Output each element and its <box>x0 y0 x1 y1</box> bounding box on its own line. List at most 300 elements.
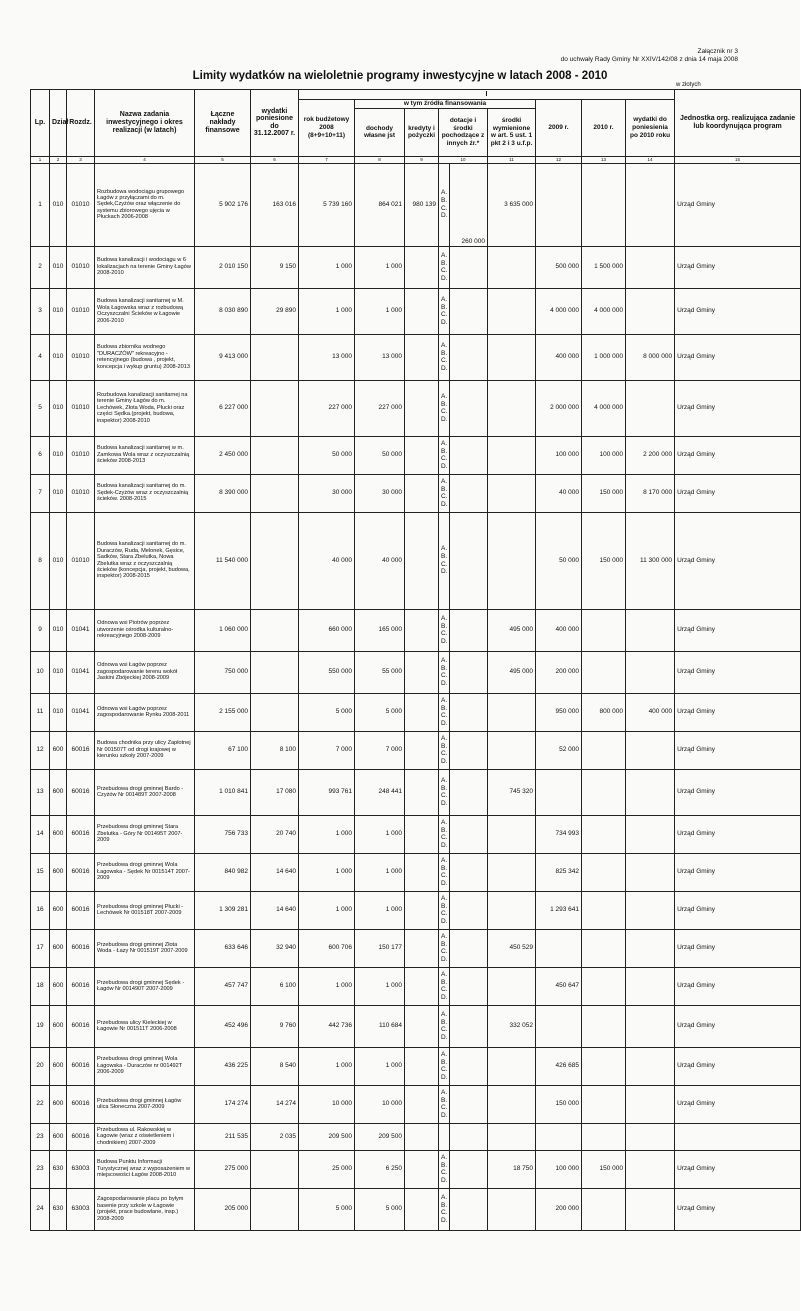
row-dzial: 600 <box>50 967 67 1005</box>
row-2010 <box>582 651 626 693</box>
limits-table-body <box>31 163 801 1230</box>
row-rozdz: 63003 <box>67 1150 95 1188</box>
col-rozdz: Rozdz. <box>67 90 95 157</box>
row-dotacje <box>450 1123 488 1150</box>
row-jednostka: Urząd Gminy <box>675 1047 801 1085</box>
page-title: Limity wydatków na wieloletnie programy inwestycyjne w latach 2008 - 2010 <box>192 70 608 82</box>
row-abcd-markers <box>439 929 450 967</box>
limits-table-wrapper <box>30 89 800 1231</box>
row-naklady: 211 535 <box>195 1123 251 1150</box>
abcd-marker: B. <box>441 1096 448 1104</box>
abcd-marker: A. <box>441 1050 448 1058</box>
row-rozdz: 01041 <box>67 609 95 651</box>
abcd-marker: B. <box>441 1018 448 1026</box>
row-wydatki-2007: 32 940 <box>251 929 299 967</box>
abcd-marker: D. <box>441 757 448 765</box>
row-naklady: 2 155 000 <box>195 693 251 731</box>
col-srodki: środki wymienione w art. 5 ust. 1 pkt 2 i 3 u.f.p. <box>488 108 536 156</box>
row-2010 <box>582 1188 626 1230</box>
row-rok-2008: 1 000 <box>299 1047 355 1085</box>
row-po-2010 <box>626 1047 675 1085</box>
row-rok-2008: 13 000 <box>299 334 355 380</box>
abcd-marker: A. <box>441 932 448 940</box>
row-nazwa: Przebudowa drogi gminnej Stara Zbelutka - Góry Nr 001495T 2007-2009 <box>95 815 195 853</box>
row-jednostka: Urząd Gminy <box>675 929 801 967</box>
row-srodki <box>488 1123 536 1150</box>
row-dochody: 248 441 <box>355 769 405 815</box>
row-rok-2008: 660 000 <box>299 609 355 651</box>
row-rozdz: 01010 <box>67 246 95 288</box>
row-jednostka: Urząd Gminy <box>675 891 801 929</box>
row-2009: 1 293 641 <box>536 891 582 929</box>
row-dzial: 600 <box>50 853 67 891</box>
row-2010 <box>582 967 626 1005</box>
row-2009: 825 342 <box>536 853 582 891</box>
row-srodki <box>488 1047 536 1085</box>
abcd-marker: D. <box>441 462 448 470</box>
row-srodki <box>488 891 536 929</box>
row-po-2010 <box>626 1085 675 1123</box>
row-naklady: 67 100 <box>195 731 251 769</box>
row-lp: 3 <box>31 288 50 334</box>
table-row <box>31 1123 801 1150</box>
abcd-marker: A. <box>441 776 448 784</box>
colnum: 13 <box>582 156 626 163</box>
row-kredyty <box>405 651 439 693</box>
row-rozdz: 01041 <box>67 651 95 693</box>
abcd-marker: B. <box>441 553 448 560</box>
row-jednostka: Urząd Gminy <box>675 1188 801 1230</box>
row-2009 <box>536 929 582 967</box>
row-dotacje <box>450 693 488 731</box>
row-dotacje <box>450 651 488 693</box>
row-2009: 450 647 <box>536 967 582 1005</box>
row-srodki <box>488 512 536 609</box>
row-rok-2008: 209 500 <box>299 1123 355 1150</box>
row-dzial: 010 <box>50 436 67 474</box>
table-row <box>31 967 801 1005</box>
row-nazwa: Odnowa wsi Piotrów poprzez utworzenie ośrodka kulturalno-rekreacyjnego 2008-2009 <box>95 609 195 651</box>
row-abcd-markers <box>439 474 450 512</box>
col-2010: 2010 r. <box>582 100 626 157</box>
row-dzial: 630 <box>50 1150 67 1188</box>
col-wydatki-2007: wydatki poniesione do 31.12.2007 r. <box>251 90 299 157</box>
row-dochody: 50 000 <box>355 436 405 474</box>
abcd-marker: A. <box>441 734 448 742</box>
row-abcd-markers <box>439 246 450 288</box>
row-2009 <box>536 163 582 246</box>
row-rozdz: 60016 <box>67 769 95 815</box>
row-lp: 13 <box>31 769 50 815</box>
row-2010: 150 000 <box>582 474 626 512</box>
row-nazwa: Budowa kanalizacji sanitarnej do m. Duraczów, Ruda, Melonek, Gęsice, Sadków, Stara Zbelutka, Nowa Zbelutka wraz z oczyszczalnią ścieków (koncepcja, projekt, budowa, inspektor) 2008-2015 <box>95 512 195 609</box>
row-po-2010 <box>626 731 675 769</box>
row-2010 <box>582 609 626 651</box>
row-lp: 16 <box>31 891 50 929</box>
table-row <box>31 512 801 609</box>
abcd-marker: A. <box>441 295 448 303</box>
row-jednostka: Urząd Gminy <box>675 769 801 815</box>
row-lp: 20 <box>31 1047 50 1085</box>
row-kredyty <box>405 853 439 891</box>
row-srodki: 495 000 <box>488 651 536 693</box>
abcd-marker: B. <box>441 197 448 204</box>
row-dochody: 55 000 <box>355 651 405 693</box>
row-2009 <box>536 1123 582 1150</box>
row-dotacje <box>450 436 488 474</box>
row-jednostka: Urząd Gminy <box>675 609 801 651</box>
row-wydatki-2007 <box>251 436 299 474</box>
row-jednostka: Urząd Gminy <box>675 693 801 731</box>
row-abcd-markers <box>439 1047 450 1085</box>
row-dochody: 1 000 <box>355 246 405 288</box>
row-wydatki-2007: 14 640 <box>251 891 299 929</box>
row-rozdz: 01010 <box>67 474 95 512</box>
row-srodki <box>488 1188 536 1230</box>
row-jednostka: Urząd Gminy <box>675 288 801 334</box>
abcd-marker: D. <box>441 1176 448 1184</box>
row-lp: 14 <box>31 815 50 853</box>
abcd-marker: B. <box>441 349 448 357</box>
row-dotacje <box>450 512 488 609</box>
row-kredyty <box>405 474 439 512</box>
row-nazwa: Zagospodarowanie placu po byłym basenie przy szkole w Łagowie (projekt, prace budowlane, insp.) 2008-2009 <box>95 1188 195 1230</box>
row-dochody: 110 684 <box>355 1005 405 1047</box>
row-wydatki-2007: 29 890 <box>251 288 299 334</box>
row-dotacje <box>450 474 488 512</box>
row-abcd-markers <box>439 891 450 929</box>
row-jednostka: Urząd Gminy <box>675 163 801 246</box>
row-kredyty <box>405 380 439 436</box>
row-dzial: 600 <box>50 769 67 815</box>
row-jednostka: Urząd Gminy <box>675 380 801 436</box>
row-rozdz: 60016 <box>67 731 95 769</box>
row-rok-2008: 50 000 <box>299 436 355 474</box>
abcd-marker: A. <box>441 1193 448 1201</box>
row-2009: 200 000 <box>536 651 582 693</box>
row-kredyty <box>405 731 439 769</box>
abcd-marker: B. <box>441 978 448 986</box>
row-2009: 100 000 <box>536 436 582 474</box>
row-2009 <box>536 1005 582 1047</box>
colnum: 12 <box>536 156 582 163</box>
table-row <box>31 929 801 967</box>
row-2010: 4 000 000 <box>582 380 626 436</box>
row-dochody: 209 500 <box>355 1123 405 1150</box>
col-dochody: dochody własne jst <box>355 108 405 156</box>
row-kredyty <box>405 334 439 380</box>
row-nazwa: Rozbudowa wodociągu grupowego Łagów z przyłączami do m. Sędek,Czyżów oraz włączenie do systemu zbiorowego ujęcia w Płuckach 2006-2008 <box>95 163 195 246</box>
table-row <box>31 380 801 436</box>
row-jednostka: Urząd Gminy <box>675 731 801 769</box>
row-dotacje <box>450 967 488 1005</box>
row-po-2010 <box>626 769 675 815</box>
abcd-marker: B. <box>441 664 448 672</box>
colnum: 14 <box>626 156 675 163</box>
row-2009: 2 000 000 <box>536 380 582 436</box>
row-po-2010 <box>626 609 675 651</box>
abcd-marker: A. <box>441 856 448 864</box>
abcd-marker: D. <box>441 318 448 326</box>
row-lp: 6 <box>31 436 50 474</box>
row-po-2010: 11 300 000 <box>626 512 675 609</box>
row-2010: 100 000 <box>582 436 626 474</box>
column-number-row <box>31 156 801 163</box>
row-kredyty <box>405 1005 439 1047</box>
row-dotacje <box>450 929 488 967</box>
row-dochody: 40 000 <box>355 512 405 609</box>
row-dotacje <box>450 609 488 651</box>
abcd-marker: C. <box>441 560 448 568</box>
row-naklady: 6 227 000 <box>195 380 251 436</box>
row-nazwa: Przebudowa drogi gminnej Łagów ulica Słoneczna 2007-2009 <box>95 1085 195 1123</box>
row-rozdz: 60016 <box>67 815 95 853</box>
abcd-marker: B. <box>441 400 448 408</box>
row-wydatki-2007 <box>251 512 299 609</box>
row-rok-2008: 7 000 <box>299 731 355 769</box>
row-2009: 4 000 000 <box>536 288 582 334</box>
abcd-marker: C. <box>441 311 448 319</box>
row-2009: 40 000 <box>536 474 582 512</box>
row-abcd-markers <box>439 436 450 474</box>
row-nazwa: Budowa chodnika przy ulicy Zapłotnej Nr 001507T od drogi krajowej w kierunku szkoły 2007-2009 <box>95 731 195 769</box>
row-lp: 1 <box>31 163 50 246</box>
table-row <box>31 693 801 731</box>
row-lp: 10 <box>31 651 50 693</box>
row-wydatki-2007: 8 540 <box>251 1047 299 1085</box>
row-jednostka: Urząd Gminy <box>675 436 801 474</box>
row-jednostka: Urząd Gminy <box>675 651 801 693</box>
row-rozdz: 60016 <box>67 1085 95 1123</box>
row-nazwa: Rozbudowa kanalizacji sanitarnej na terenie Gminy Łagów do m. Lechówek, Złota Woda, Płucki oraz części Sędka.(projekt, budowa, inspektor) 2008-2010 <box>95 380 195 436</box>
table-row <box>31 651 801 693</box>
colnum: 8 <box>355 156 405 163</box>
row-dochody: 150 177 <box>355 929 405 967</box>
row-lp: 15 <box>31 853 50 891</box>
row-dotacje <box>450 380 488 436</box>
row-nazwa: Odnowa wsi Łagów poprzez zagospodarowanie terenu wokół Jaskini Zbójeckiej 2008-2009 <box>95 651 195 693</box>
abcd-marker: B. <box>441 1058 448 1066</box>
table-row <box>31 334 801 380</box>
row-nazwa: Odnowa wsi Łagów poprzez zagospodarowanie Rynku 2008-2011 <box>95 693 195 731</box>
abcd-marker: C. <box>441 357 448 365</box>
row-dochody: 1 000 <box>355 967 405 1005</box>
row-dochody: 864 021 <box>355 163 405 246</box>
row-srodki <box>488 815 536 853</box>
row-nazwa: Budowa kanalizacji sanitarnej do m. Sędek-Czyżów wraz z oczyszczalnią ścieków. 2008-2015 <box>95 474 195 512</box>
row-kredyty <box>405 967 439 1005</box>
row-rozdz: 60016 <box>67 929 95 967</box>
row-rozdz: 60016 <box>67 1047 95 1085</box>
abcd-marker: D. <box>441 1111 448 1119</box>
abcd-marker: D. <box>441 500 448 508</box>
row-lp: 24 <box>31 1188 50 1230</box>
row-rok-2008: 40 000 <box>299 512 355 609</box>
row-srodki <box>488 474 536 512</box>
row-kredyty <box>405 1047 439 1085</box>
row-rozdz: 60016 <box>67 853 95 891</box>
row-naklady: 174 274 <box>195 1085 251 1123</box>
row-2009: 500 000 <box>536 246 582 288</box>
row-srodki <box>488 288 536 334</box>
row-dotacje <box>450 769 488 815</box>
row-srodki: 745 320 <box>488 769 536 815</box>
row-rozdz: 60016 <box>67 967 95 1005</box>
row-dzial: 010 <box>50 163 67 246</box>
row-rok-2008: 25 000 <box>299 1150 355 1188</box>
row-po-2010 <box>626 651 675 693</box>
col-2009: 2009 r. <box>536 100 582 157</box>
row-kredyty <box>405 512 439 609</box>
abcd-marker: D. <box>441 1216 448 1224</box>
row-srodki <box>488 436 536 474</box>
row-srodki <box>488 334 536 380</box>
abcd-marker: C. <box>441 267 448 275</box>
row-abcd-markers <box>439 731 450 769</box>
row-2009: 50 000 <box>536 512 582 609</box>
row-kredyty <box>405 436 439 474</box>
row-po-2010 <box>626 246 675 288</box>
row-abcd-markers <box>439 609 450 651</box>
row-2009: 400 000 <box>536 609 582 651</box>
row-rozdz: 01010 <box>67 163 95 246</box>
row-dotacje <box>450 1005 488 1047</box>
row-rok-2008: 5 739 160 <box>299 163 355 246</box>
abcd-marker: C. <box>441 1066 448 1074</box>
row-naklady: 750 000 <box>195 651 251 693</box>
row-dzial: 010 <box>50 334 67 380</box>
row-dochody: 165 000 <box>355 609 405 651</box>
row-rok-2008: 550 000 <box>299 651 355 693</box>
abcd-marker: A. <box>441 656 448 664</box>
row-rok-2008: 600 706 <box>299 929 355 967</box>
row-lp: 18 <box>31 967 50 1005</box>
colnum: 10 <box>439 156 488 163</box>
row-wydatki-2007: 163 016 <box>251 163 299 246</box>
row-po-2010: 2 200 000 <box>626 436 675 474</box>
row-2009: 52 000 <box>536 731 582 769</box>
row-po-2010 <box>626 1005 675 1047</box>
abcd-marker: D. <box>441 637 448 645</box>
row-abcd-markers <box>439 1150 450 1188</box>
row-dotacje <box>450 288 488 334</box>
table-row <box>31 288 801 334</box>
row-abcd-markers <box>439 853 450 891</box>
row-lp: 9 <box>31 609 50 651</box>
colnum: 1 <box>31 156 50 163</box>
row-naklady: 11 540 000 <box>195 512 251 609</box>
row-srodki: 3 635 000 <box>488 163 536 246</box>
abcd-marker: D. <box>441 679 448 687</box>
row-nazwa: Przebudowa drogi gminnej Sędek - Łagów Nr 001490T 2007-2009 <box>95 967 195 1005</box>
abcd-marker: C. <box>441 1104 448 1112</box>
abcd-marker: A. <box>441 818 448 826</box>
row-wydatki-2007 <box>251 334 299 380</box>
row-rok-2008: 1 000 <box>299 288 355 334</box>
row-dotacje <box>450 815 488 853</box>
row-kredyty <box>405 693 439 731</box>
row-abcd-markers <box>439 967 450 1005</box>
row-dochody: 30 000 <box>355 474 405 512</box>
abcd-marker: C. <box>441 204 448 212</box>
row-dotacje <box>450 1188 488 1230</box>
row-dotacje <box>450 163 488 246</box>
row-naklady: 436 225 <box>195 1047 251 1085</box>
row-2010: 1 000 000 <box>582 334 626 380</box>
abcd-marker: C. <box>441 1026 448 1034</box>
row-2010 <box>582 891 626 929</box>
abcd-marker: A. <box>441 696 448 704</box>
row-naklady: 633 646 <box>195 929 251 967</box>
row-rok-2008: 1 000 <box>299 967 355 1005</box>
row-nazwa: Budowa kanalizacji i wodociągu w 6 lokalizacjach na terenie Gminy Łagów 2008-2010 <box>95 246 195 288</box>
row-dochody: 13 000 <box>355 334 405 380</box>
table-row <box>31 1005 801 1047</box>
abcd-marker: D. <box>441 993 448 1001</box>
row-lp: 2 <box>31 246 50 288</box>
annex-number: Załącznik nr 3 <box>697 48 738 55</box>
abcd-marker: D. <box>441 274 448 282</box>
row-dzial: 600 <box>50 1047 67 1085</box>
row-dzial: 010 <box>50 288 67 334</box>
row-naklady: 1 010 841 <box>195 769 251 815</box>
row-abcd-markers <box>439 1085 450 1123</box>
abcd-marker: C. <box>441 834 448 842</box>
row-srodki <box>488 1085 536 1123</box>
row-dotacje <box>450 246 488 288</box>
row-nazwa: Przebudowa ulicy Kieleckiej w Łagowie Nr 001511T 2006-2008 <box>95 1005 195 1047</box>
row-rozdz: 63003 <box>67 1188 95 1230</box>
row-nazwa: Budowa zbiornika wodnego "DURACZÓW" rekreacyjno - retencyjnego (budowa , projekt, koncepcja i wykup gruntu) 2008-2013 <box>95 334 195 380</box>
row-dzial: 600 <box>50 1005 67 1047</box>
row-dzial: 600 <box>50 1085 67 1123</box>
abcd-marker: D. <box>441 212 448 220</box>
row-abcd-markers <box>439 334 450 380</box>
col-group-roman: I <box>299 90 675 100</box>
row-abcd-markers <box>439 512 450 609</box>
row-2009: 400 000 <box>536 334 582 380</box>
row-rok-2008: 1 000 <box>299 815 355 853</box>
row-kredyty <box>405 1188 439 1230</box>
abcd-marker: B. <box>441 485 448 493</box>
row-rok-2008: 5 000 <box>299 693 355 731</box>
row-2010 <box>582 163 626 246</box>
row-2010 <box>582 731 626 769</box>
row-2009: 426 685 <box>536 1047 582 1085</box>
row-dotacje <box>450 1150 488 1188</box>
abcd-marker: B. <box>441 622 448 630</box>
row-2009: 100 000 <box>536 1150 582 1188</box>
row-kredyty <box>405 1085 439 1123</box>
row-dochody: 1 000 <box>355 853 405 891</box>
abcd-marker: B. <box>441 447 448 455</box>
row-kredyty <box>405 929 439 967</box>
row-wydatki-2007 <box>251 1188 299 1230</box>
row-naklady: 756 733 <box>195 815 251 853</box>
abcd-marker: C. <box>441 750 448 758</box>
row-nazwa: Przebudowa drogi gminnej Bardo - Czyżów Nr 001489T 2007-2008 <box>95 769 195 815</box>
abcd-marker: A. <box>441 251 448 259</box>
row-po-2010 <box>626 1150 675 1188</box>
row-dochody: 1 000 <box>355 815 405 853</box>
row-jednostka: Urząd Gminy <box>675 512 801 609</box>
col-kredyty: kredyty i pożyczki <box>405 108 439 156</box>
row-dzial: 010 <box>50 380 67 436</box>
abcd-marker: C. <box>441 1209 448 1217</box>
row-po-2010 <box>626 815 675 853</box>
abcd-marker: B. <box>441 1201 448 1209</box>
abcd-marker: B. <box>441 784 448 792</box>
